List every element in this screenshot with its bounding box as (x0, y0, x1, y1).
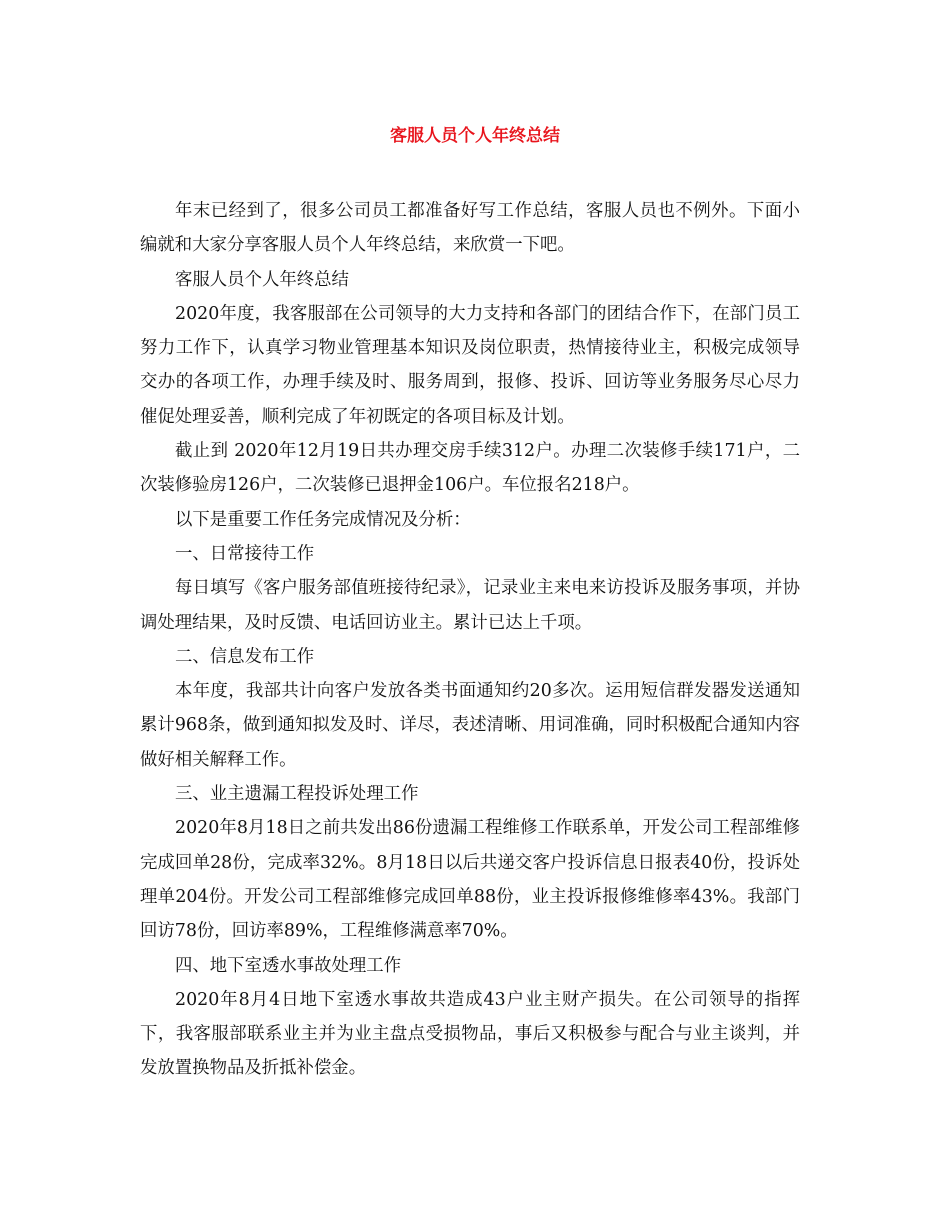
section-heading-reception: 一、日常接待工作 (175, 543, 315, 564)
document-body (140, 194, 800, 1086)
section-heading-basement: 四、地下室透水事故处理工作 (175, 955, 402, 976)
paragraph-intro: 年末已经到了，很多公司员工都准备好写工作总结，客服人员也不例外。下面小编就和大家分享客服人员个人年终总结，来欣赏一下吧。 (140, 201, 800, 256)
paragraph-statistics: 截止到 2020年12月19日共办理交房手续312户。办理二次装修手续171户，二次装修验房126户，二次装修已退押金106户。车位报名218户。 (140, 441, 800, 496)
paragraph-basement: 2020年8月4日地下室透水事故共造成43户业主财产损失。在公司领导的指挥下，我客服部联系业主并为业主盘点受损物品，事后又积极参与配合与业主谈判，并发放置换物品及折抵补偿金。 (140, 989, 800, 1079)
paragraph-analysis-lead: 以下是重要工作任务完成情况及分析： (175, 509, 471, 530)
section-heading-complaints: 三、业主遗漏工程投诉处理工作 (175, 784, 419, 805)
paragraph-reception: 每日填写《客户服务部值班接待纪录》，记录业主来电来访投诉及服务事项，并协调处理结果，及时反馈、电话回访业主。累计已达上千项。 (140, 578, 800, 633)
paragraph-notices: 本年度，我部共计向客户发放各类书面通知约20多次。运用短信群发器发送通知累计968条，做到通知拟发及时、详尽，表述清晰、用词准确，同时积极配合通知内容做好相关解释工作。 (140, 681, 800, 770)
document-title: 客服人员个人年终总结 (390, 126, 560, 146)
paragraph-subtitle: 客服人员个人年终总结 (175, 269, 349, 290)
paragraph-overview: 2020年度，我客服部在公司领导的大力支持和各部门的团结合作下，在部门员工努力工作下，认真学习物业管理基本知识及岗位职责，热情接待业主，积极完成领导交办的各项工作，办理手续及时、服务周到，报修、投诉、回访等业务服务尽心尽力催促处理妥善，顺利完成了年初既定的各项目标及计划。 (140, 303, 800, 427)
section-heading-notices: 二、信息发布工作 (175, 646, 315, 667)
paragraph-complaints: 2020年8月18日之前共发出86份遗漏工程维修工作联系单，开发公司工程部维修完成回单28份，完成率32%。8月18日以后共递交客户投诉信息日报表40份，投诉处理单204份。开发公司工程部维修完成回单88份，业主投诉报修维修率43%。我部门回访78份，回访率89%，工程维修满意率70%。 (140, 818, 800, 942)
